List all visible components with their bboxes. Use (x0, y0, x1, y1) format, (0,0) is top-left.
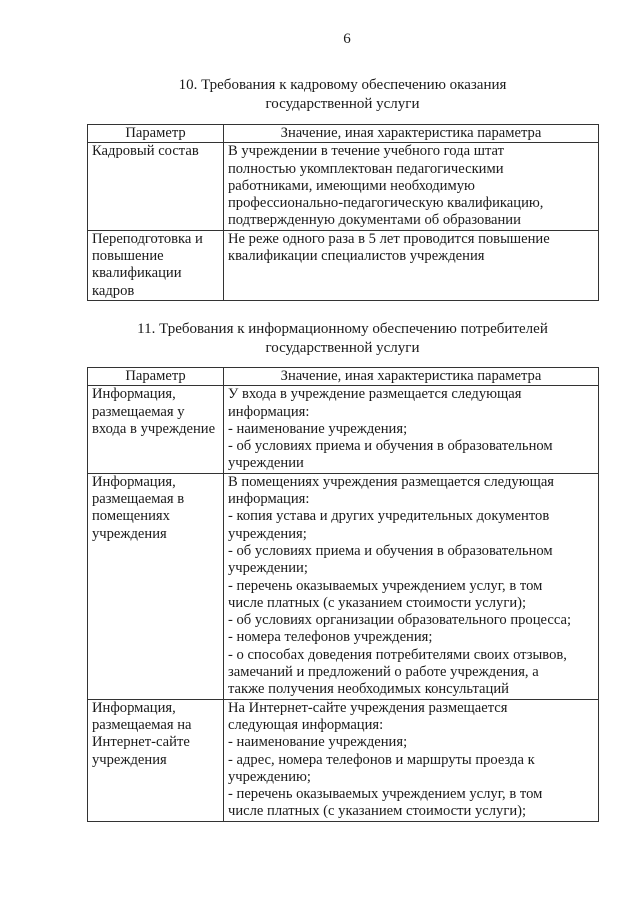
header-value: Значение, иная характеристика параметра (224, 125, 599, 143)
table-header-row (88, 125, 599, 143)
param-cell: Информация, размещаемая на Интернет-сайте учреждения (88, 699, 224, 821)
param-cell: Переподготовка и повышение квалификации кадров (88, 230, 224, 300)
table-row (88, 386, 599, 473)
section-11-title: 11. Требования к информационному обеспечению потребителей государственной услуги (137, 321, 548, 356)
table-header-row (88, 368, 599, 386)
staffing-requirements-table (87, 124, 599, 301)
value-cell: В учреждении в течение учебного года штат полностью укомплектован педагогическими работниками, имеющими необходимую профессионально-педагогическую квалификацию, подтвержденную документами об образовании (224, 143, 599, 230)
table-row (88, 230, 599, 300)
param-cell: Информация, размещаемая в помещениях учреждения (88, 473, 224, 699)
page-number: 6 (343, 31, 351, 47)
table-row (88, 473, 599, 699)
value-cell: На Интернет-сайте учреждения размещается следующая информация: - наименование учреждения; - адрес, номера телефонов и маршруты проезда к учреждению; - перечень оказываемых учреждением услуг, в том числе платных (с указанием стоимости услуги); (224, 699, 599, 821)
header-value: Значение, иная характеристика параметра (224, 368, 599, 386)
section-10-title: 10. Требования к кадровому обеспечению оказания государственной услуги (178, 77, 507, 112)
value-cell: Не реже одного раза в 5 лет проводится повышение квалификации специалистов учреждения (224, 230, 599, 300)
information-requirements-table (87, 367, 599, 822)
header-parameter: Параметр (88, 125, 224, 143)
param-cell: Кадровый состав (88, 143, 224, 230)
header-parameter: Параметр (88, 368, 224, 386)
value-cell: В помещениях учреждения размещается следующая информация: - копия устава и других учредительных документов учреждения; - об условиях приема и обучения в образовательном учреждении; - перечень оказываемых учреждением услуг, в том числе платных (с указанием стоимости услуги); - об условиях организации образовательного процесса; - номера телефонов учреждения; - о способах доведения потребителями своих отзывов, замечаний и предложений о работе учреждения, а также получения необходимых консультаций (224, 473, 599, 699)
table-row (88, 143, 599, 230)
table-row (88, 699, 599, 821)
value-cell: У входа в учреждение размещается следующая информация: - наименование учреждения; - об условиях приема и обучения в образовательном учреждении (224, 386, 599, 473)
param-cell: Информация, размещаемая у входа в учреждение (88, 386, 224, 473)
